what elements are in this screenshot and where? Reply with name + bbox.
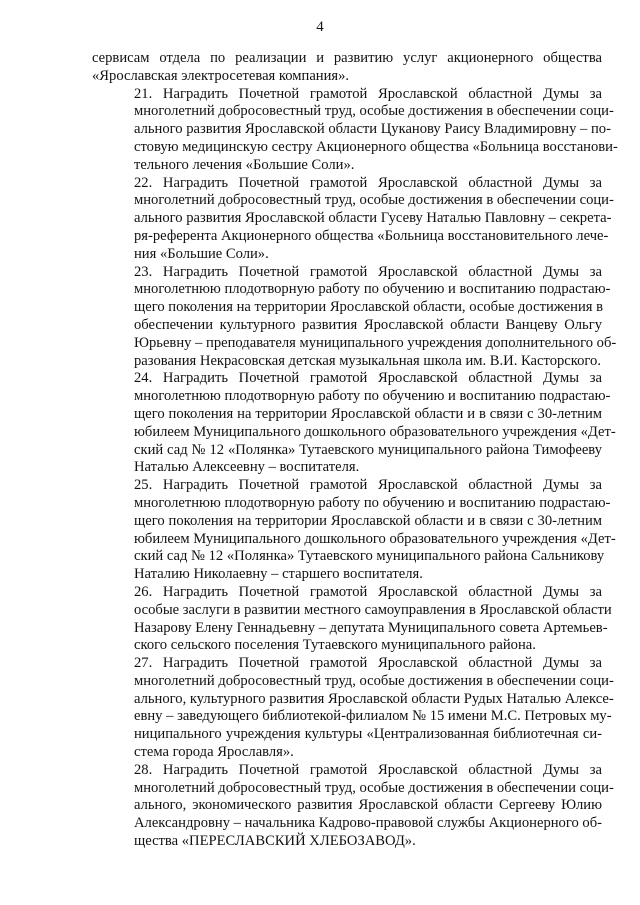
text-line: 24. Наградить Почетной грамотой Ярославской областной Думы за: [134, 370, 602, 387]
text-line: щества «ПЕРЕСЛАВСКИЙ ХЛЕБОЗАВОД».: [134, 833, 416, 850]
text-line: ального развития Ярославской области Цуканову Раису Владимировну – по-: [134, 121, 611, 138]
document-body: [92, 50, 618, 851]
text-line: 26. Наградить Почетной грамотой Ярославской областной Думы за: [134, 583, 602, 600]
text-line: «Ярославская электросетевая компания».: [92, 67, 350, 84]
text-line: многолетнюю плодотворную работу по обучению и воспитанию подрастаю-: [134, 494, 611, 511]
text-line: обеспечении культурного развития Ярославской области Ванцеву Ольгу: [134, 316, 602, 333]
text-line: сервисам отдела по реализации и развитию услуг акционерного общества: [92, 50, 602, 66]
text-line: 27. Наградить Почетной грамотой Ярославской областной Думы за: [134, 655, 602, 672]
text-line: особые заслуги в развитии местного самоуправления в Ярославской области: [134, 601, 612, 618]
text-line: ального, культурного развития Ярославской области Рудых Наталью Алексе-: [134, 690, 614, 707]
text-line: ального, экономического развития Ярославской области Сергееву Юлию: [134, 797, 602, 814]
text-line: многолетнюю плодотворную работу по обучению и воспитанию подрастаю-: [134, 281, 611, 298]
paragraph-p20-tail: [92, 50, 602, 86]
text-line: Юрьевну – преподавателя муниципального учреждения дополнительного об-: [134, 334, 617, 351]
text-line: ский сад № 12 «Полянка» Тутаевского муниципального района Тимофееву: [134, 441, 602, 458]
text-line: Наталию Николаевну – старшего воспитателя.: [134, 566, 423, 583]
paragraph-p22: [92, 174, 614, 264]
page-number: 4: [316, 19, 324, 35]
text-line: ский сад № 12 «Полянка» Тутаевского муниципального района Сальникову: [134, 548, 605, 565]
text-line: ниципального учреждения культуры «Централизованная библиотечная си-: [134, 726, 602, 743]
text-line: евну – заведующего библиотекой-филиалом № 15 имени М.С. Петровых му-: [134, 708, 612, 725]
text-line: многолетний добросовестный труд, особые достижения в обеспечении соци-: [134, 779, 614, 796]
text-line: стовую медицинскую сестру Акционерного общества «Больница восстанови-: [134, 138, 618, 155]
text-line: 21. Наградить Почетной грамотой Ярославской областной Думы за: [134, 85, 602, 102]
text-line: 28. Наградить Почетной грамотой Ярославской областной Думы за: [134, 761, 602, 778]
paragraph-p27: [92, 655, 614, 762]
text-line: 23. Наградить Почетной грамотой Ярославской областной Думы за: [134, 263, 602, 280]
text-line: ния «Большие Соли».: [134, 245, 269, 262]
text-line: разования Некрасовская детская музыкальная школа им. В.И. Касторского.: [134, 352, 601, 369]
text-line: ря-референта Акционерного общества «Больница восстановительного лече-: [134, 227, 609, 244]
text-line: ального развития Ярославской области Гусеву Наталью Павловну – секрета-: [134, 210, 612, 227]
paragraph-p23: [92, 263, 617, 371]
text-line: ского сельского поселения Тутаевского муниципального района.: [134, 637, 536, 654]
text-line: многолетнюю плодотворную работу по обучению и воспитанию подрастаю-: [134, 388, 611, 405]
paragraph-p24: [92, 370, 616, 477]
text-line: Назарову Елену Геннадьевну – депутата Муниципального совета Артемьев-: [134, 619, 608, 636]
paragraph-p21: [92, 85, 618, 175]
text-line: тельного лечения «Большие Соли».: [134, 156, 355, 173]
text-line: юбилеем Муниципального дошкольного образовательного учреждения «Дет-: [134, 423, 616, 440]
text-line: многолетний добросовестный труд, особые достижения в обеспечении соци-: [134, 192, 614, 209]
text-line: щего поколения на территории Ярославской области и в связи с 30-летним: [134, 405, 602, 422]
text-line: многолетний добросовестный труд, особые достижения в обеспечении соци-: [134, 672, 614, 689]
text-line: Наталью Алексеевну – воспитателя.: [134, 459, 360, 476]
text-line: щего поколения на территории Ярославской области, особые достижения в: [134, 299, 604, 316]
paragraph-p25: [92, 477, 616, 584]
text-line: 22. Наградить Почетной грамотой Ярославской областной Думы за: [134, 174, 602, 191]
text-line: щего поколения на территории Ярославской области и в связи с 30-летним: [134, 512, 602, 529]
text-line: юбилеем Муниципального дошкольного образовательного учреждения «Дет-: [134, 530, 616, 547]
text-line: стема города Ярославля».: [134, 744, 294, 761]
text-line: многолетний добросовестный труд, особые достижения в обеспечении соци-: [134, 103, 614, 120]
text-line: Александровну – начальника Кадрово-правовой службы Акционерного об-: [134, 815, 603, 832]
paragraph-p26: [92, 583, 612, 655]
text-line: 25. Наградить Почетной грамотой Ярославской областной Думы за: [134, 477, 602, 494]
paragraph-p28: [92, 761, 614, 851]
